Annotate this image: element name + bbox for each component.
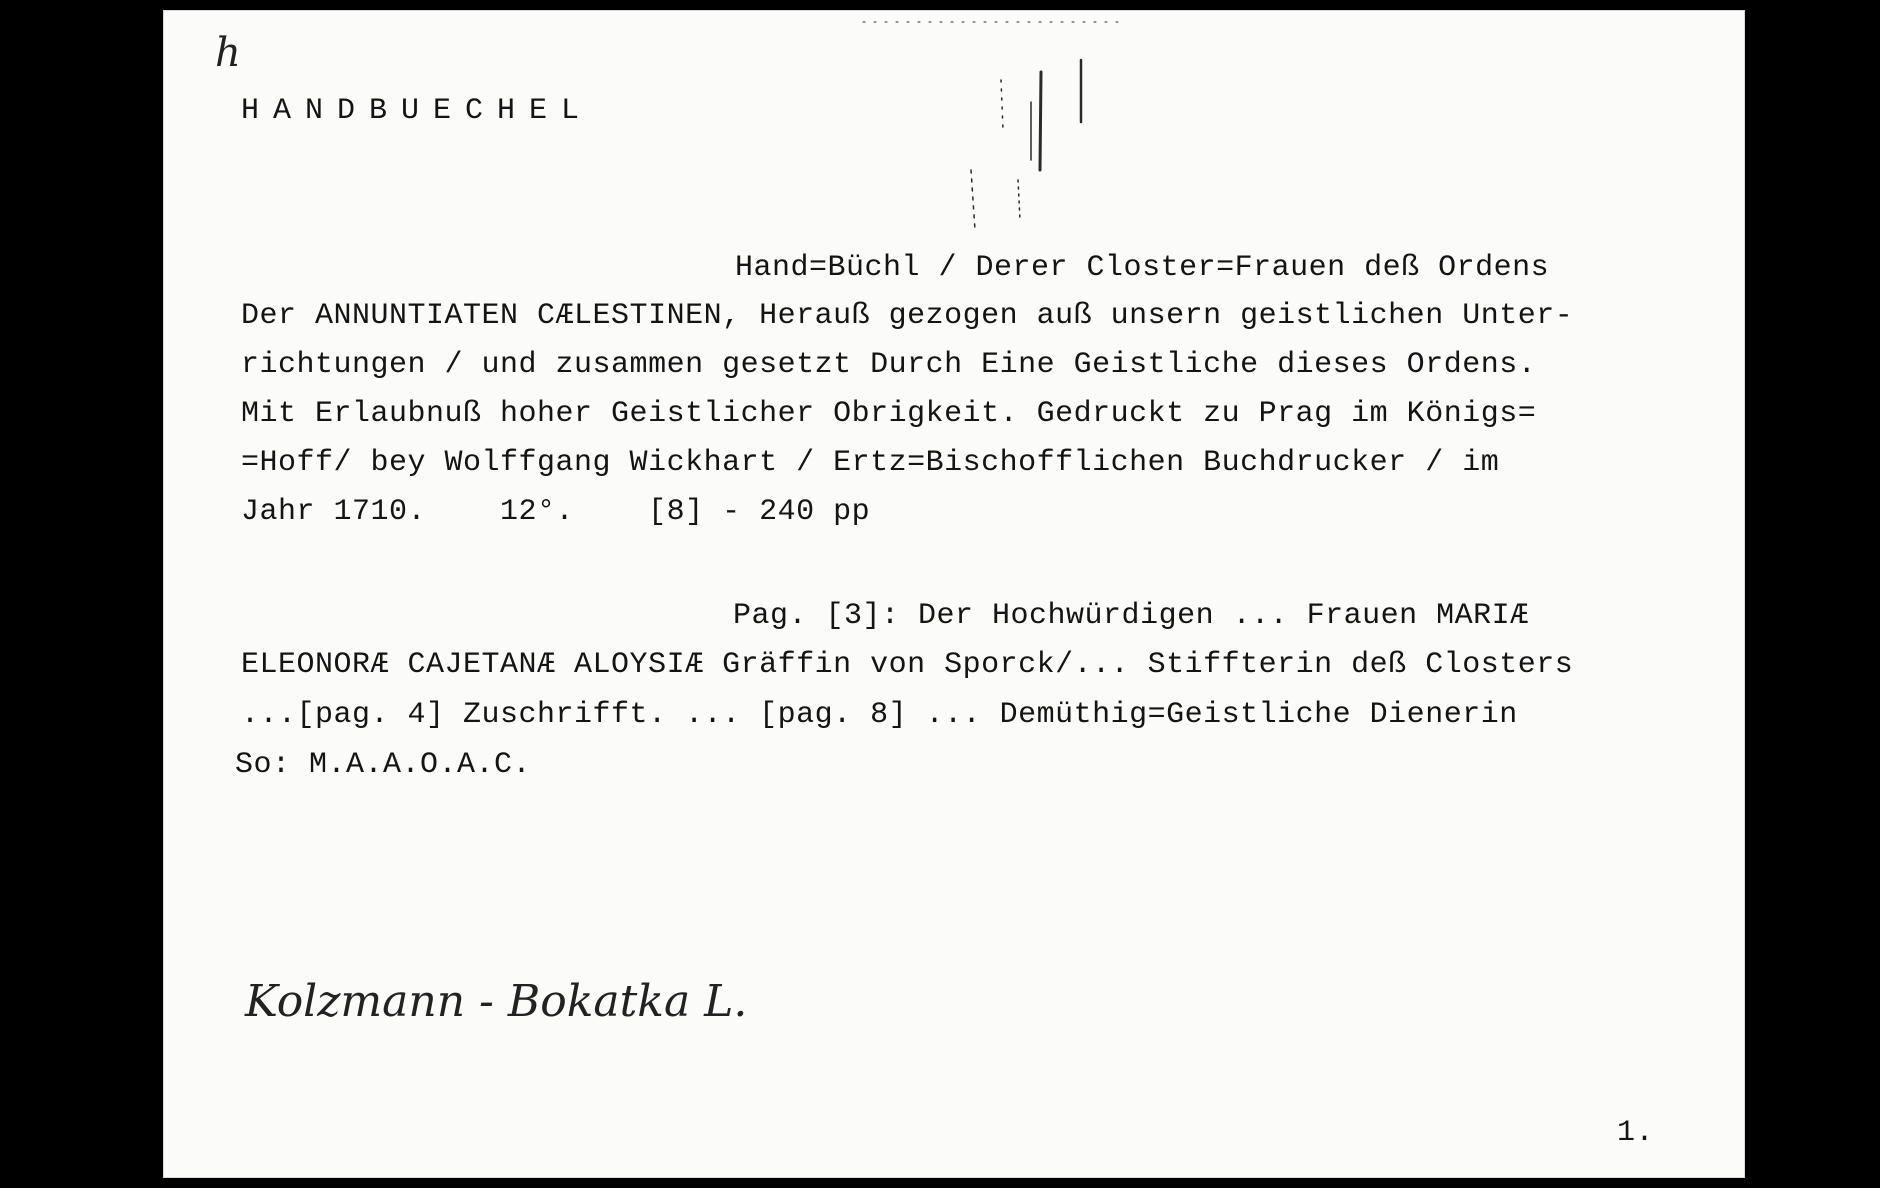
- page-number: 1.: [1617, 1116, 1655, 1150]
- title-line: Der ANNUNTIATEN CÆLESTINEN, Herauß gezogen auß unsern geistlichen Unter-: [241, 299, 1574, 333]
- note-line: Pag. [3]: Der Hochwürdigen ... Frauen MARIÆ: [733, 599, 1529, 633]
- title-line: Jahr 1710. 12°. [8] - 240 pp: [241, 495, 871, 529]
- title-line: richtungen / und zusammen gesetzt Durch Eine Geistliche dieses Ordens.: [241, 348, 1537, 382]
- heading: HANDBUECHEL: [241, 94, 594, 128]
- catalog-card: [163, 10, 1745, 1178]
- scan-noise-marks: [163, 10, 1745, 1178]
- title-line: Mit Erlaubnuß hoher Geistlicher Obrigkeit. Gedruckt zu Prag im Königs=: [241, 397, 1537, 431]
- title-line: =Hoff/ bey Wolffgang Wickhart / Ertz=Bischofflichen Buchdrucker / im: [241, 446, 1500, 480]
- handwritten-signature: Kolzmann - Bokatka L.: [245, 976, 748, 1027]
- corner-mark: h: [215, 30, 241, 76]
- note-line: ...[pag. 4] Zuschrifft. ... [pag. 8] ... Demüthig=Geistliche Dienerin: [241, 698, 1518, 732]
- note-line: So: M.A.A.O.A.C.: [235, 748, 532, 782]
- title-line: Hand=Büchl / Derer Closter=Frauen deß Ordens: [735, 251, 1550, 285]
- note-line: ELEONORÆ CAJETANÆ ALOYSIÆ Gräffin von Sporck/... Stiffterin deß Closters: [241, 648, 1574, 682]
